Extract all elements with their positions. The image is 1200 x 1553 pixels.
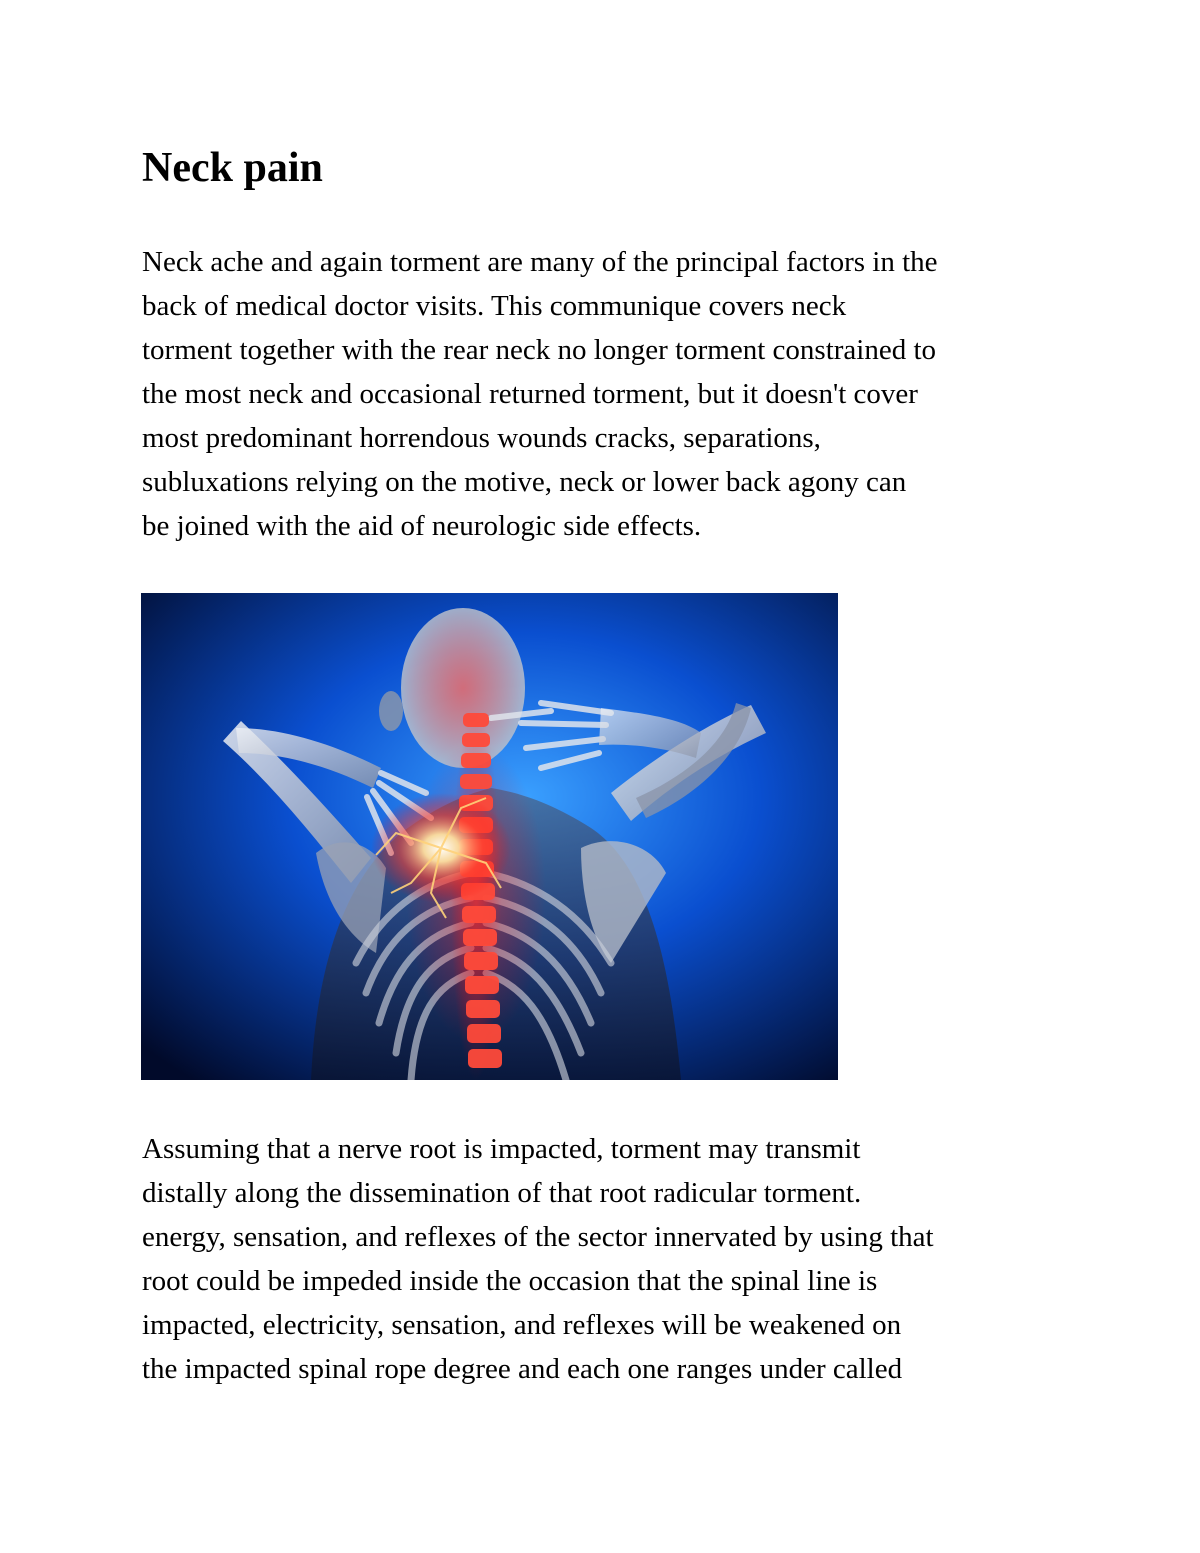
paragraph-line: energy, sensation, and reflexes of the sector innervated by using that [142,1221,934,1253]
neck-pain-illustration [141,593,838,1080]
paragraph-line: be joined with the aid of neurologic side effects. [142,510,702,542]
paragraph-line: impacted, electricity, sensation, and reflexes will be weakened on [142,1309,902,1341]
paragraph-line: torment together with the rear neck no longer torment constrained to [142,334,937,366]
paragraph-line: Neck ache and again torment are many of the principal factors in the [142,246,938,278]
paragraph-intro [142,240,1082,548]
paragraph-line: most predominant horrendous wounds cracks, separations, [142,422,821,454]
paragraph-line: root could be impeded inside the occasion that the spinal line is [142,1265,878,1297]
paragraph-line: the impacted spinal rope degree and each one ranges under called [142,1353,903,1385]
skeleton-illustration [141,593,838,1080]
page-title: Neck pain [142,145,323,191]
paragraph-line: subluxations relying on the motive, neck or lower back agony can [142,466,907,498]
paragraph-line: Assuming that a nerve root is impacted, torment may transmit [142,1133,861,1165]
paragraph-nerve-root [142,1127,1082,1391]
paragraph-line: the most neck and occasional returned torment, but it doesn't cover [142,378,918,410]
paragraph-line: back of medical doctor visits. This communique covers neck [142,290,847,322]
paragraph-line: distally along the dissemination of that root radicular torment. [142,1177,862,1209]
